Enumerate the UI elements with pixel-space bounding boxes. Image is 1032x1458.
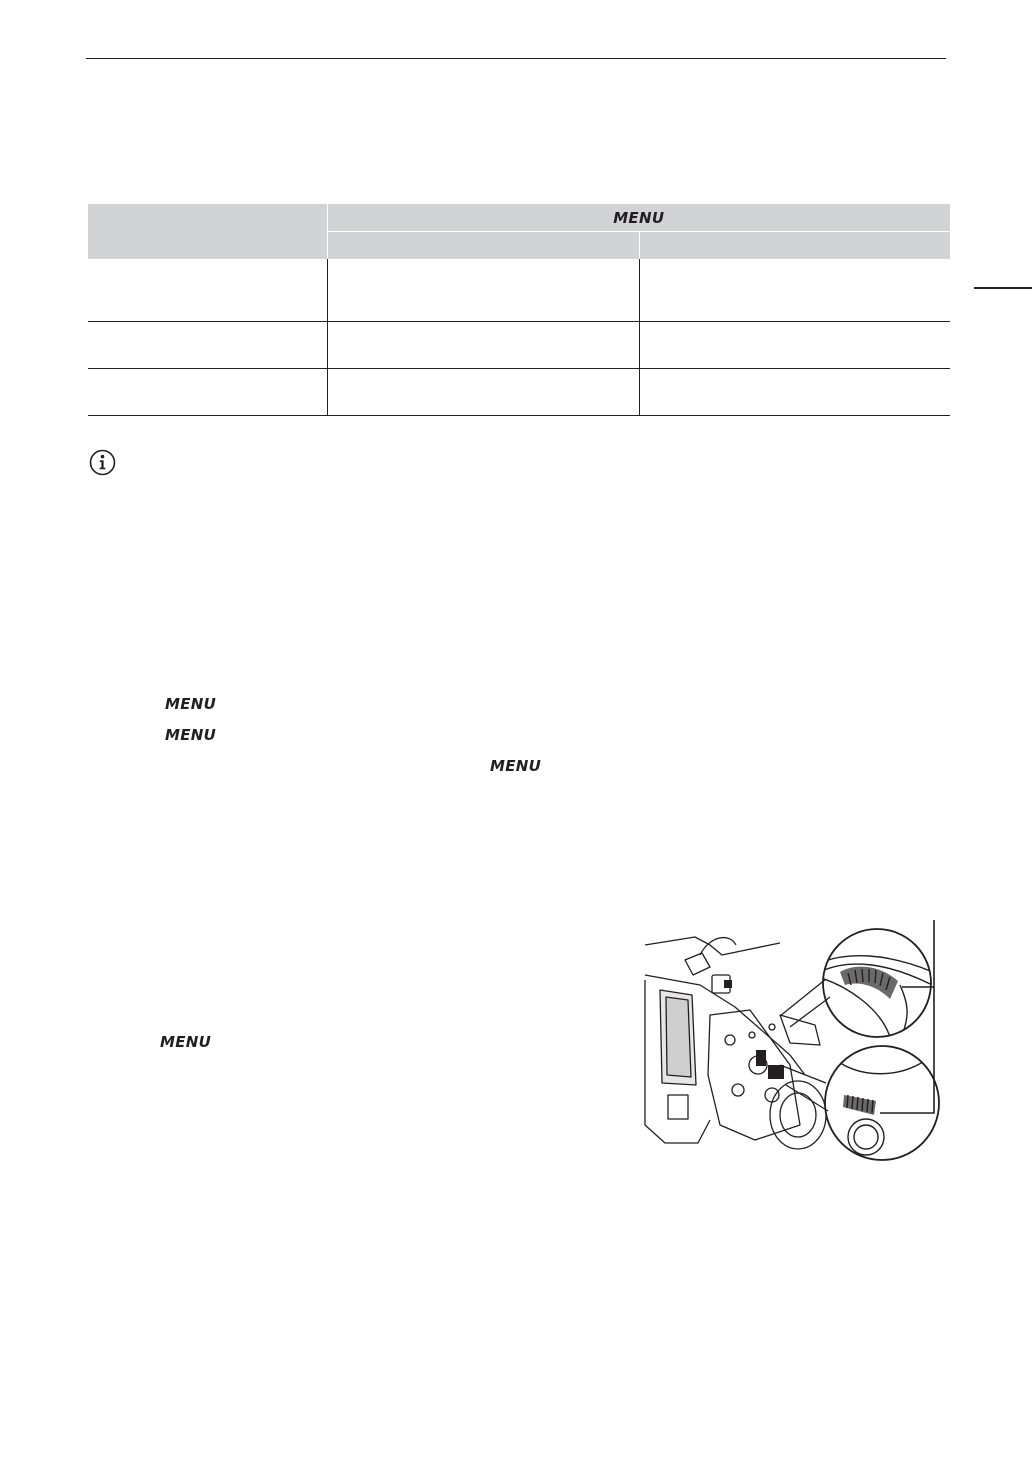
header-rule [86,58,946,59]
table-header-row [88,204,950,232]
table-cell [639,369,950,416]
section-tab-marker [974,287,1032,289]
table-cell [327,322,639,369]
menu-button-label: MENU [165,695,217,713]
menu-button-label: MENU [165,726,217,744]
table-subheader-1 [327,232,639,260]
table-stub-header [88,204,327,259]
table-cell [639,322,950,369]
table-row [88,322,950,369]
table-cell [327,369,639,416]
table-cell [88,322,327,369]
table-cell [88,369,327,416]
table-row [88,259,950,322]
menu-button-label: MENU [490,757,542,775]
menu-button-label: MENU [160,1033,212,1051]
table-cell [327,259,639,322]
settings-table [88,204,950,416]
table-cell [88,259,327,322]
table-subheader-2 [639,232,950,260]
table-cell [639,259,950,322]
menu-button-label: MENU [613,208,665,227]
table-row [88,369,950,416]
info-note-icon [89,449,116,476]
table-group-header [327,204,950,232]
camera-dial-illustration [640,915,942,1165]
